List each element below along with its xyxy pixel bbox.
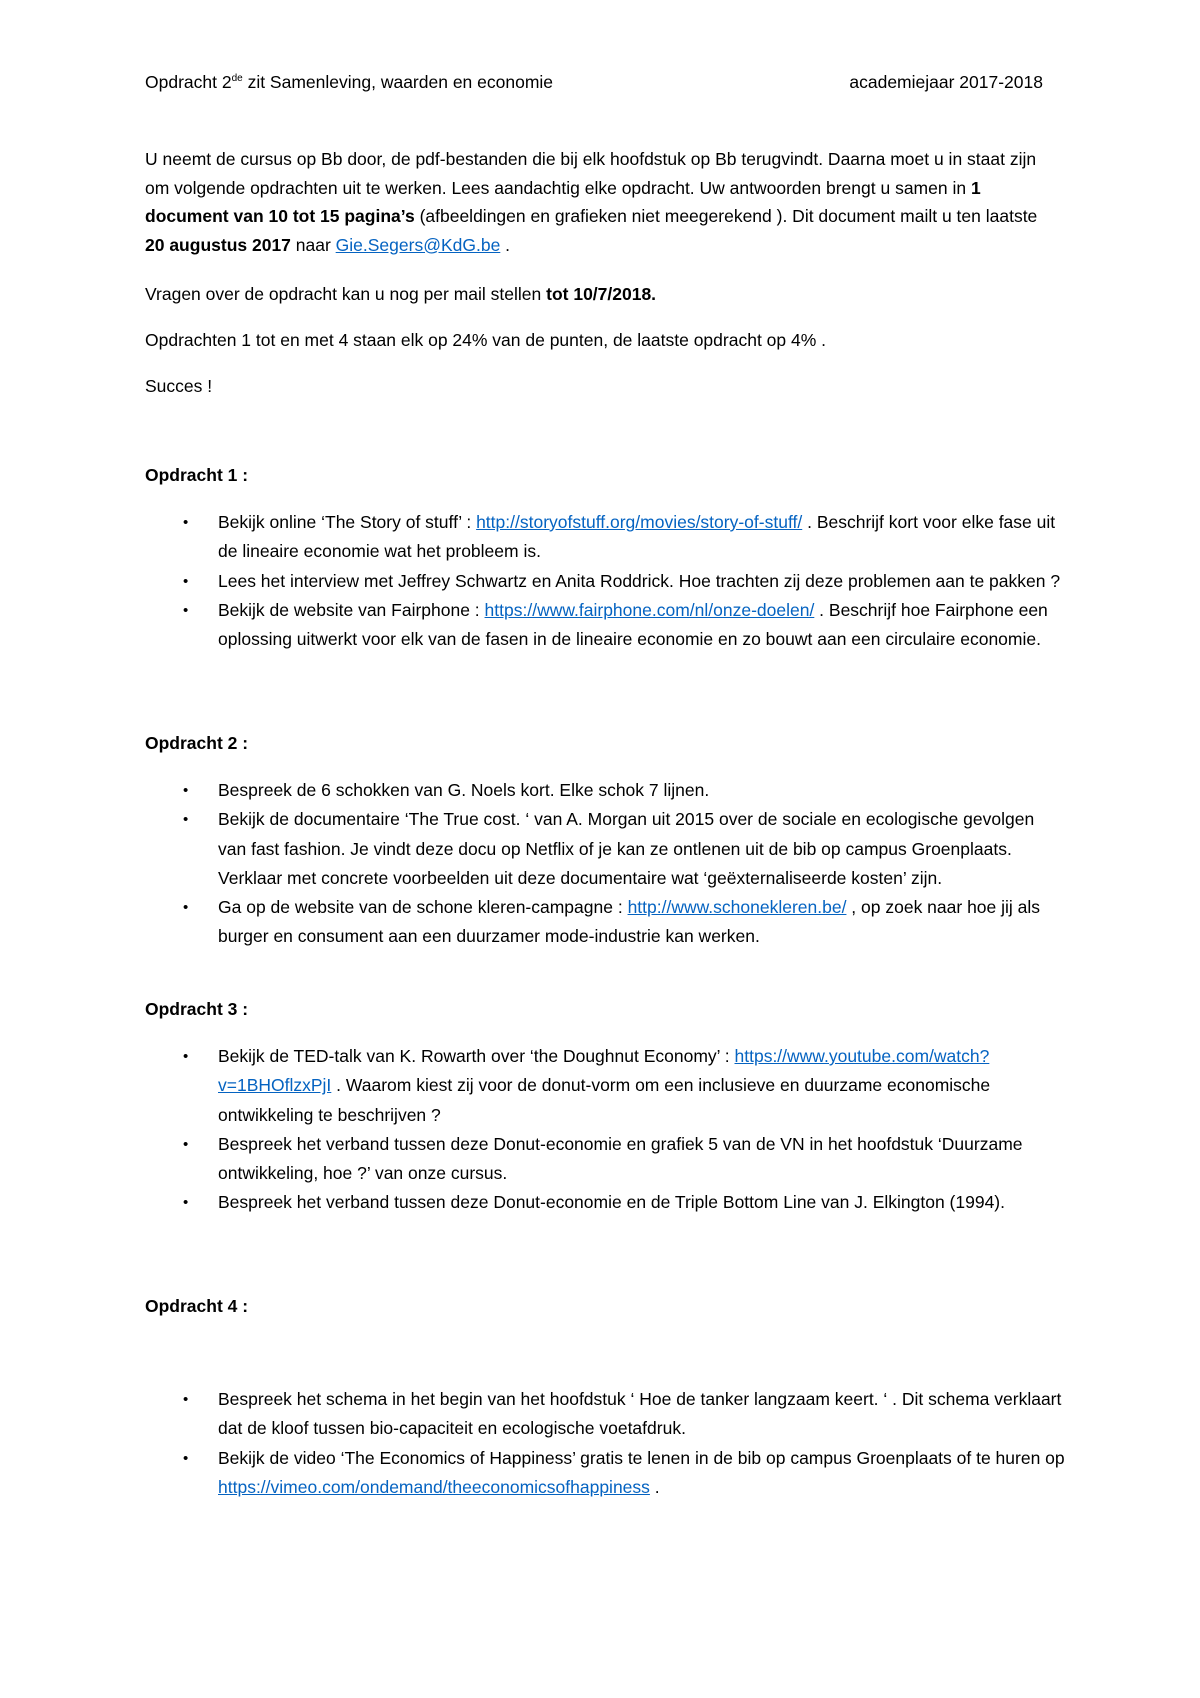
- bullet-icon: •: [183, 514, 189, 531]
- youtube-link[interactable]: https://www.youtube.com/watch?v=1BHOflzxPjI: [218, 1046, 990, 1096]
- story-of-stuff-link[interactable]: http://storyofstuff.org/movies/story-of-stuff/: [476, 512, 803, 532]
- fairphone-link[interactable]: https://www.fairphone.com/nl/onze-doelen/: [484, 599, 815, 620]
- opdracht-4-list: [145, 1385, 1065, 1502]
- list-item: • Bespreek het verband tussen deze Donut-economie en grafiek 5 van de VN in het hoofdstuk ‘Duurzame ontwikkeling, hoe ?’ van onze cursus.: [145, 1130, 1065, 1189]
- bullet-icon: •: [183, 601, 189, 619]
- opdracht-2-heading: Opdracht 2 :: [145, 733, 249, 753]
- list-item: • Bekijk online ‘The Story of stuff’ : http://storyofstuff.org/movies/story-of-stuff/ . Beschrijf kort voor elke fase uit de lineaire economie wat het probleem is.: [145, 508, 1065, 567]
- header-title: Opdracht 2de zit Samenleving, waarden en economie: [145, 72, 554, 92]
- list-item: • Lees het interview met Jeffrey Schwartz en Anita Roddrick. Hoe trachten zij deze problemen aan te pakken ?: [145, 567, 1065, 596]
- list-item: • Bekijk de video ‘The Economics of Happiness’ gratis te lenen in de bib op campus Groenplaats of te huren op https://vimeo.com/ondemand/theeconomicsofhappiness .: [145, 1444, 1065, 1503]
- opdracht-3-heading: Opdracht 3 :: [145, 999, 249, 1019]
- list-item: • Bekijk de TED-talk van K. Rowarth over ‘the Doughnut Economy’ : https://www.youtube.com/watch?v=1BHOflzxPjI . Waarom kiest zij voor de donut-vorm om een inclusieve en duurzame economische ontwikkeling te beschrijven ?: [145, 1042, 1065, 1130]
- bullet-icon: •: [183, 1048, 189, 1065]
- list-item: • Bespreek het verband tussen deze Donut-economie en de Triple Bottom Line van J. Elkington (1994).: [145, 1188, 1065, 1217]
- closing-text: Succes !: [145, 376, 213, 396]
- bullet-icon: •: [183, 1135, 189, 1153]
- points-paragraph: Opdrachten 1 tot en met 4 staan elk op 24% van de punten, de laatste opdracht op 4% .: [145, 330, 827, 350]
- list-item: • Bekijk de website van Fairphone : https://www.fairphone.com/nl/onze-doelen/ . Beschrijf hoe Fairphone een oplossing uitwerkt voor elk van de fasen in de lineaire economie en zo bouwt aan een circulaire economie.: [145, 596, 1065, 655]
- header-academic-year: academiejaar 2017-2018: [849, 72, 1043, 92]
- bullet-icon: •: [183, 1391, 189, 1408]
- vimeo-link[interactable]: https://vimeo.com/ondemand/theeconomicsofhappiness: [218, 1476, 650, 1497]
- bullet-icon: •: [183, 1194, 189, 1212]
- list-item: • Bespreek het schema in het begin van het hoofdstuk ‘ Hoe de tanker langzaam keert. ‘ . Dit schema verklaart dat de kloof tussen bio-capaciteit en ecologische voetafdruk.: [145, 1385, 1065, 1444]
- bullet-icon: •: [183, 1449, 189, 1467]
- schonekleren-link[interactable]: http://www.schonekleren.be/: [627, 897, 847, 918]
- bullet-icon: •: [183, 782, 189, 799]
- opdracht-3-list: [145, 1042, 1065, 1218]
- list-item: • Bekijk de documentaire ‘The True cost. ‘ van A. Morgan uit 2015 over de sociale en ecologische gevolgen van fast fashion. Je vindt deze docu op Netflix of je kan ze ontlenen uit de bib op campus Groenplaats. Verklaar met concrete voorbeelden uit deze documentaire wat ‘geëxternaliseerde kosten’ zijn.: [145, 805, 1065, 893]
- bullet-icon: •: [183, 811, 189, 829]
- intro-paragraph: U neemt de cursus op Bb door, de pdf-bestanden die bij elk hoofdstuk op Bb terugvindt. Daarna moet u in staat zijn om volgende opdrachten uit te werken. Lees aandachtig elke opdracht. Uw antwoorden brengt u samen in 1 document van 10 tot 15 pagina’s (afbeeldingen en grafieken niet meegerekend ). Dit document mailt u ten laatste 20 augustus 2017 naar Gie.Segers@KdG.be .: [145, 149, 1038, 255]
- email-link[interactable]: Gie.Segers@KdG.be: [335, 234, 501, 255]
- opdracht-2-list: [145, 776, 1065, 952]
- opdracht-1-list: [145, 508, 1065, 654]
- list-item: • Bespreek de 6 schokken van G. Noels kort. Elke schok 7 lijnen.: [145, 776, 1065, 805]
- list-item: • Ga op de website van de schone kleren-campagne : http://www.schonekleren.be/ , op zoek naar hoe jij als burger en consument aan een duurzamer mode-industrie kan werken.: [145, 893, 1065, 952]
- questions-paragraph: Vragen over de opdracht kan u nog per mail stellen tot 10/7/2018.: [145, 284, 657, 304]
- page-header: [145, 72, 1043, 102]
- opdracht-4-heading: Opdracht 4 :: [145, 1296, 249, 1316]
- opdracht-1-heading: Opdracht 1 :: [145, 465, 249, 485]
- bullet-icon: •: [183, 572, 189, 590]
- bullet-icon: •: [183, 899, 189, 917]
